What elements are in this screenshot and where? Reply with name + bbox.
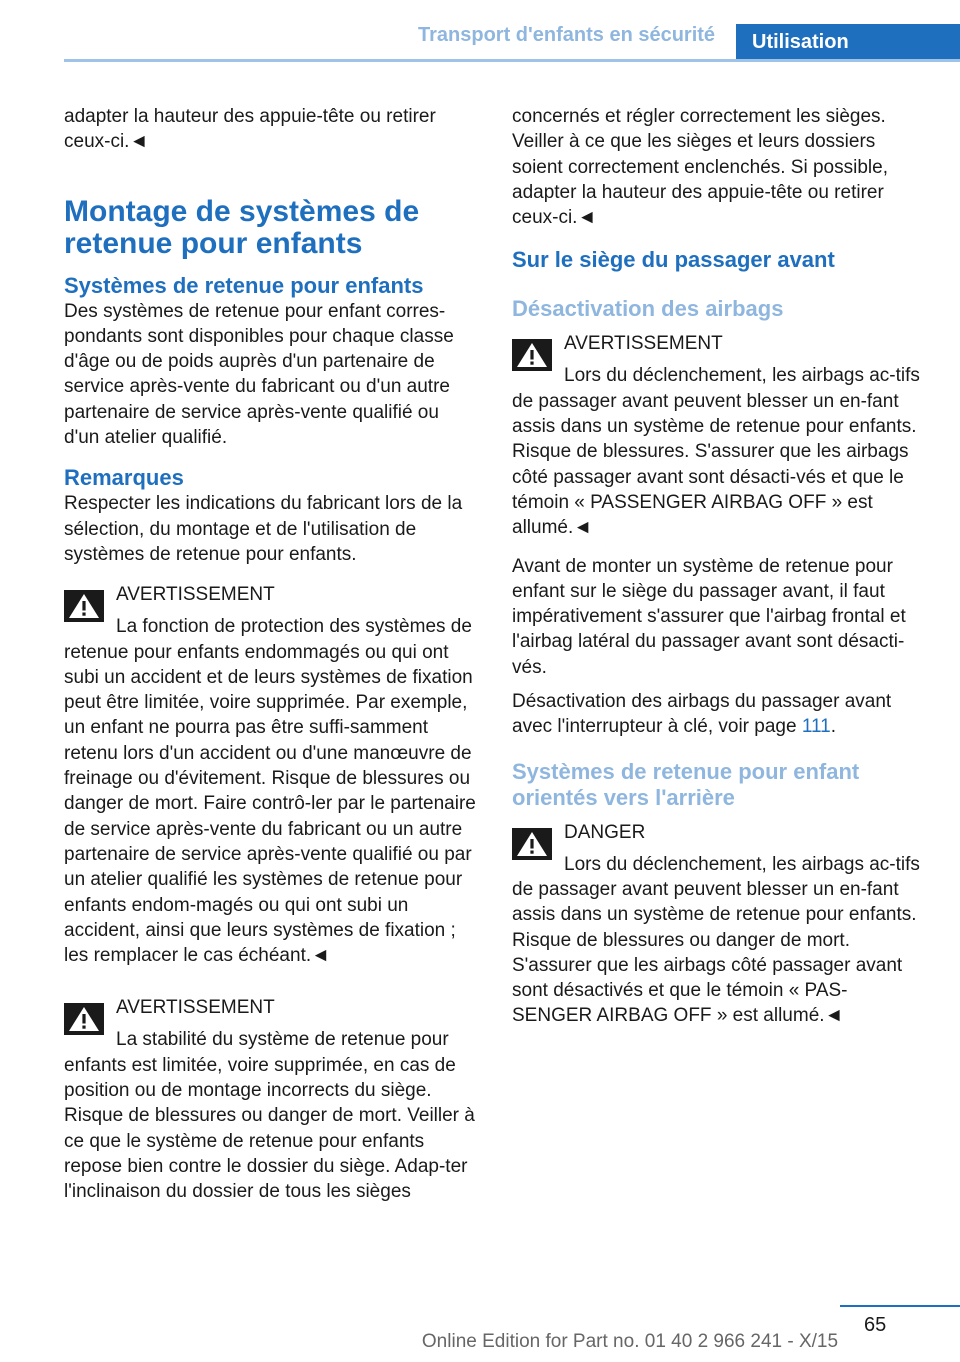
page-number-rule	[840, 1305, 960, 1307]
notes-paragraph: Respecter les indications du fabricant lors de la sélection, du montage et de l'utilisation de systèmes de retenue pour enfants.	[64, 493, 463, 565]
right-intro-text: concernés et régler correctement les sièges. Veiller à ce que les sièges et leurs dossiers soient correctement enclenchés. Si possible, adapter la hauteur des appuie-tête ou retirer ceux-ci.◄	[512, 106, 888, 229]
danger-notice	[512, 820, 926, 1029]
key-switch-text-end: .	[830, 716, 837, 738]
warning-triangle-icon	[512, 339, 552, 371]
header-section-title: Transport d'enfants en sécurité	[418, 24, 716, 46]
warning-label: AVERTISSEMENT	[116, 584, 275, 606]
right-column	[512, 104, 926, 1029]
warning-notice-2	[64, 995, 478, 1204]
chapter-heading: Montage de systèmes de retenue pour enfants	[64, 194, 420, 260]
key-switch-paragraph	[512, 689, 926, 740]
warning-notice-1	[64, 582, 478, 968]
header-divider	[64, 59, 960, 62]
subsection-heading-rear-facing: Systèmes de retenue pour enfant orientés vers l'arrière	[512, 758, 860, 810]
subsection-heading-airbags: Désactivation des airbags	[512, 296, 784, 322]
warning-text: Lors du déclenchement, les airbags ac-tifs de passager avant peuvent blesser un en-fant assis dans un système de retenue pour enfants. Risque de blessures. S'assurer que les airbags côté passager avant sont désacti-vés et que le témoin « PASSENGER AIRBAG OFF » est allumé.◄	[512, 365, 920, 539]
systems-paragraph: Des systèmes de retenue pour enfant corres-pondants sont disponibles pour chaque classe d'âge ou de poids auprès d'un partenaire de service après-vente du fabricant ou d'un autre partenaire de service après-vente qualifié ou d'un atelier qualifié.	[64, 300, 454, 449]
header-chapter-tab[interactable]	[736, 24, 960, 62]
section-heading-systems: Systèmes de retenue pour enfants	[64, 272, 424, 298]
danger-label: DANGER	[564, 821, 646, 843]
footer-edition: Online Edition for Part no. 01 40 2 966 241 - X/15	[421, 1331, 839, 1352]
warning-triangle-icon	[64, 590, 104, 622]
page-reference-link[interactable]: 111	[801, 716, 831, 738]
warning-text: La fonction de protection des systèmes de retenue pour enfants endommagés ou qui ont subi un accident et de leurs systèmes de fixation peut être limitée, voire supprimée. Par exemple, un enfant ne pourra pas être suffi-samment retenu lors d'un accident ou d'une manœuvre de freinage ou d'évitement. Risque de blessures ou danger de mort. Faire contrô-ler par le partenaire de service après-vente du fabricant ou un autre partenaire de service après-vente qualifié ou par un atelier qualifié les systèmes de retenue pour enfants endom-magés ou qui ont subi un accident, ainsi que leurs systèmes de fixation ; les remplacer le cas échéant.◄	[64, 616, 476, 967]
left-column	[64, 104, 478, 1205]
danger-text: Lors du déclenchement, les airbags ac-tifs de passager avant peuvent blesser un en-fant assis dans un système de retenue pour enfants. Risque de blessures ou danger de mort. S'assurer que les airbags côté passager avant sont désactivés et que le témoin « PAS-SENGER AIRBAG OFF » est allumé.◄	[512, 853, 920, 1027]
warning-triangle-icon	[512, 828, 552, 860]
warning-triangle-icon	[64, 1003, 104, 1035]
page-number: 65	[864, 1314, 887, 1336]
key-switch-text: Désactivation des airbags du passager avant avec l'interrupteur à clé, voir page	[512, 691, 892, 738]
header-chapter-label: Utilisation	[752, 31, 849, 53]
warning-label: AVERTISSEMENT	[564, 333, 723, 355]
front-seat-paragraph: Avant de monter un système de retenue pour enfant sur le siège du passager avant, il faut impérativement s'assurer que l'airbag frontal et l'airbag latéral du passager avant sont désacti-vés.	[512, 555, 906, 678]
section-heading-front-seat: Sur le siège du passager avant	[512, 247, 835, 273]
left-intro-text: adapter la hauteur des appuie-tête ou retirer ceux-ci.◄	[64, 106, 436, 153]
warning-text: La stabilité du système de retenue pour enfants est limitée, voire supprimée, en cas de position ou de montage incorrects du siège. Risque de blessures ou danger de mort. Veiller à ce que le système de retenue pour enfants repose bien contre le dossier du siège. Adap-ter l'inclinaison du dossier de tous les sièges	[64, 1029, 475, 1203]
section-heading-notes: Remarques	[64, 465, 184, 491]
warning-notice-3	[512, 331, 926, 540]
warning-label: AVERTISSEMENT	[116, 997, 275, 1019]
